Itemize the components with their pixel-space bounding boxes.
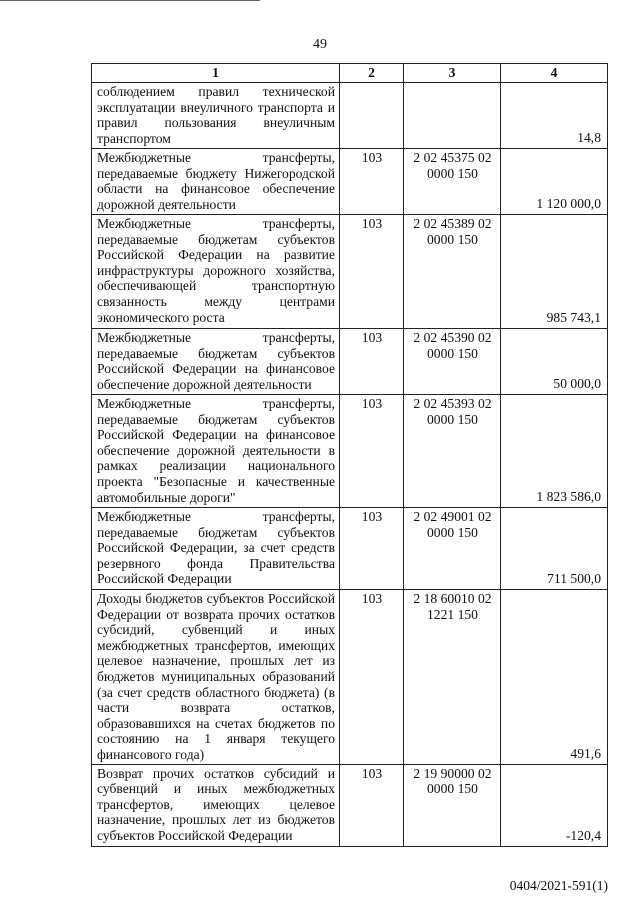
row-description: Межбюджетные трансферты, передаваемые бюджетам субъектов Российской Федерации на финансовое обеспечение дорожной деятельности	[92, 329, 340, 395]
row-admin-code: 103	[340, 215, 404, 329]
row-admin-code	[340, 83, 404, 149]
row-description: Межбюджетные трансферты, передаваемые бюджетам субъектов Российской Федерации, за счет средств резервного фонда Правительства Российской Федерации	[92, 508, 340, 590]
table-header-row	[92, 64, 608, 83]
header-col-4: 4	[501, 64, 608, 83]
row-income-code: 2 18 60010 02 1221 150	[404, 590, 501, 765]
row-income-code: 2 02 49001 02 0000 150	[404, 508, 501, 590]
row-admin-code: 103	[340, 149, 404, 215]
row-income-code: 2 02 45389 02 0000 150	[404, 215, 501, 329]
row-description: соблюдением правил технической эксплуатации внеуличного транспорта и правил пользования внеуличным транспортом	[92, 83, 340, 149]
row-admin-code: 103	[340, 395, 404, 508]
scan-edge-line	[0, 0, 260, 1]
row-amount: 1 120 000,0	[501, 149, 608, 215]
row-amount: 985 743,1	[501, 215, 608, 329]
table-row	[92, 149, 608, 215]
header-col-1: 1	[92, 64, 340, 83]
row-description: Межбюджетные трансферты, передаваемые бюджетам субъектов Российской Федерации на развитие инфраструктуры дорожного хозяйства, обеспечивающей транспортную связанность между центрами экономического роста	[92, 215, 340, 329]
row-amount: 50 000,0	[501, 329, 608, 395]
row-amount: 711 500,0	[501, 508, 608, 590]
row-admin-code: 103	[340, 590, 404, 765]
row-description: Возврат прочих остатков субсидий и субвенций и иных межбюджетных трансфертов, имеющих целевое назначение, прошлых лет из бюджетов субъектов Российской Федерации	[92, 764, 340, 846]
row-amount: 1 823 586,0	[501, 395, 608, 508]
table-row	[92, 329, 608, 395]
row-income-code: 2 02 45393 02 0000 150	[404, 395, 501, 508]
row-income-code: 2 02 45375 02 0000 150	[404, 149, 501, 215]
row-amount: -120,4	[501, 764, 608, 846]
row-income-code: 2 19 90000 02 0000 150	[404, 764, 501, 846]
table-row	[92, 764, 608, 846]
row-admin-code: 103	[340, 764, 404, 846]
table-row	[92, 590, 608, 765]
table-row	[92, 508, 608, 590]
row-income-code	[404, 83, 501, 149]
row-description: Межбюджетные трансферты, передаваемые бюджету Нижегородской области на финансовое обеспечение дорожной деятельности	[92, 149, 340, 215]
table-row	[92, 395, 608, 508]
document-registration-code: 0404/2021-591(1)	[509, 878, 608, 893]
budget-table	[91, 63, 608, 847]
table-row	[92, 83, 608, 149]
row-admin-code: 103	[340, 329, 404, 395]
header-col-2: 2	[340, 64, 404, 83]
row-amount: 14,8	[501, 83, 608, 149]
row-description: Межбюджетные трансферты, передаваемые бюджетам субъектов Российской Федерации на финансовое обеспечение дорожной деятельности в рамках реализации национального проекта "Безопасные и качественные автомобильные дороги"	[92, 395, 340, 508]
header-col-3: 3	[404, 64, 501, 83]
row-admin-code: 103	[340, 508, 404, 590]
row-income-code: 2 02 45390 02 0000 150	[404, 329, 501, 395]
row-description: Доходы бюджетов субъектов Российской Федерации от возврата прочих остатков субсидий, субвенций и иных межбюджетных трансфертов, имеющих целевое назначение, прошлых лет из бюджетов муниципальных образований (за счет средств областного бюджета) (в части возврата остатков, образовавшихся на счетах бюджетов по состоянию на 1 января текущего финансового года)	[92, 590, 340, 765]
row-amount: 491,6	[501, 590, 608, 765]
page-number: 49	[313, 37, 327, 52]
table-row	[92, 215, 608, 329]
